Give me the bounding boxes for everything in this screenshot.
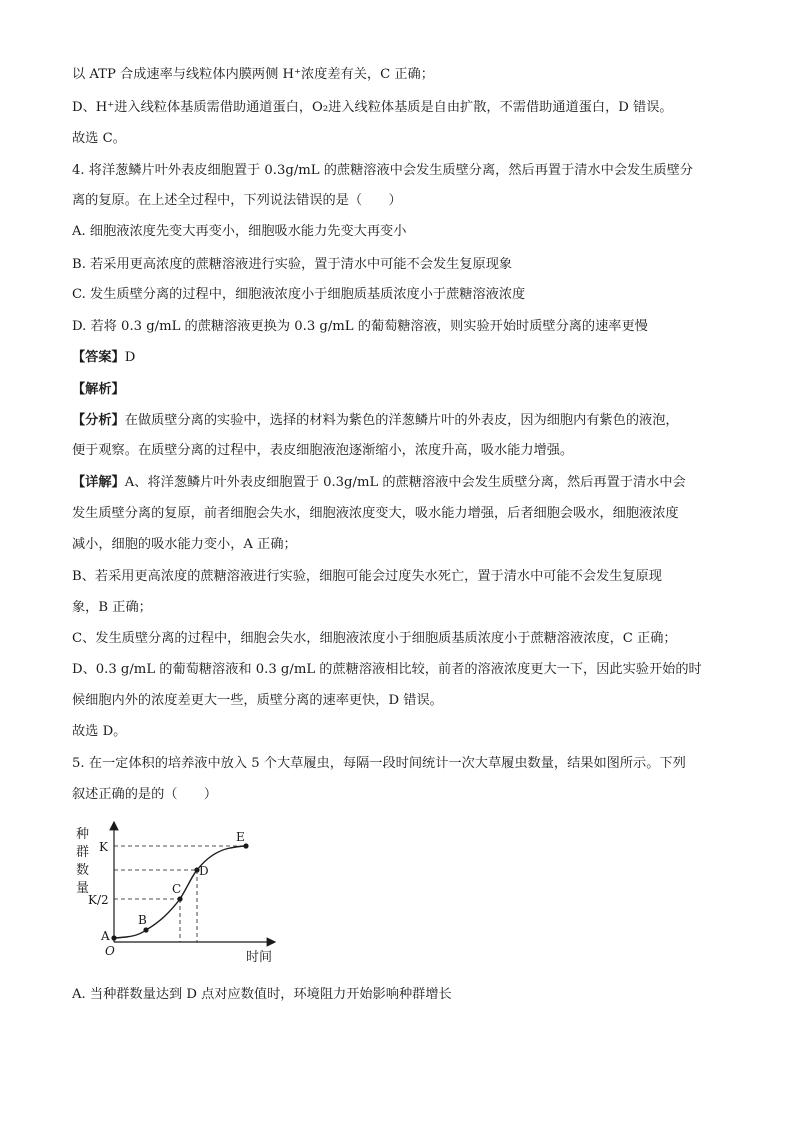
question-5-stem-cont: 叙述正确的是的（ ）: [72, 787, 218, 802]
text-line: C、发生质壁分离的过程中，细胞会失水，细胞液浓度小于细胞质基质浓度小于蔗糖溶液浓度，C 正确；: [72, 631, 677, 646]
y-label-char: 数: [76, 863, 90, 878]
fenxi-line: [72, 412, 679, 430]
text-line: D、0.3 g/mL 的葡萄糖溶液和 0.3 g/mL 的蔗糖溶液相比较，前者的溶液浓度更大一下，因此实验开始的时: [72, 662, 702, 677]
point-e: [243, 843, 248, 848]
point-b: [143, 927, 148, 932]
point-d-label: D: [199, 864, 209, 878]
text-line: B、若采用更高浓度的蔗糖溶液进行实验，细胞可能会过度失水死亡，置于清水中可能不会发生复原现: [72, 569, 662, 584]
option-b: B. 若采用更高浓度的蔗糖溶液进行实验，置于清水中可能不会发生复原现象: [72, 257, 513, 272]
fenxi-tag: 【分析】: [72, 413, 125, 428]
text-line: 减小，细胞的吸水能力变小，A 正确；: [72, 537, 297, 552]
question-4-stem-cont: 离的复原。在上述全过程中，下列说法错误的是（ ）: [72, 193, 402, 208]
question-5-stem: 5. 在一定体积的培养液中放入 5 个大草履虫，每隔一段时间统计一次大草履虫数量，结果如图所示。下列: [72, 756, 686, 771]
option-d: D. 若将 0.3 g/mL 的蔗糖溶液更换为 0.3 g/mL 的葡萄糖溶液，则实验开始时质壁分离的速率更慢: [72, 319, 648, 334]
x-axis-label: 时间: [246, 950, 273, 965]
text-line: 象，B 正确；: [72, 600, 152, 615]
origin-label: O: [105, 944, 115, 958]
analysis-heading: [72, 381, 125, 399]
k-half-label: K/2: [88, 893, 109, 907]
text-line: 故选 D。: [72, 724, 127, 739]
text-line: 候细胞内外的浓度差更大一些，质壁分离的速率更快，D 错误。: [72, 693, 443, 708]
answer-line: [72, 349, 135, 367]
question-4-stem: 4. 将洋葱鳞片叶外表皮细胞置于 0.3g/mL 的蔗糖溶液中会发生质壁分离，然后再置于清水中会发生质壁分: [72, 163, 693, 178]
y-label-char: 群: [76, 845, 90, 860]
y-label-char: 种: [76, 827, 90, 842]
xiangjie-tag: 【详解】: [72, 475, 125, 490]
population-growth-figure: [70, 818, 290, 968]
point-a: [111, 935, 116, 940]
text-line: 以 ATP 合成速率与线粒体内膜两侧 H⁺浓度差有关，C 正确；: [72, 67, 434, 82]
point-b-label: B: [138, 913, 147, 927]
analysis-tag: 【解析】: [72, 382, 125, 397]
point-c-label: C: [172, 882, 182, 896]
xiangjie-text: A、将洋葱鳞片叶外表皮细胞置于 0.3g/mL 的蔗糖溶液中会发生质壁分离，然后再置于清水中会: [124, 475, 686, 490]
y-label-char: 量: [76, 881, 90, 896]
point-e-label: E: [236, 830, 245, 844]
text-line: 故选 C。: [72, 131, 126, 146]
text-line: 发生质壁分离的复原，前者细胞会失水，细胞液浓度变大，吸水能力增强，后者细胞会吸水，细胞液浓度: [72, 506, 679, 521]
fenxi-text: 在做质壁分离的实验中，选择的材料为紫色的洋葱鳞片叶的外表皮，因为细胞内有紫色的液泡，: [124, 413, 679, 428]
point-a-label: A: [101, 929, 110, 943]
option-c: C. 发生质壁分离的过程中，细胞液浓度小于细胞质基质浓度小于蔗糖溶液浓度: [72, 287, 526, 302]
answer-value: D: [124, 350, 136, 365]
point-c: [177, 896, 182, 901]
text-line: D、H⁺进入线粒体基质需借助通道蛋白，O₂进入线粒体基质是自由扩散，不需借助通道蛋白，D 错误。: [72, 100, 673, 115]
text-line: 便于观察。在质壁分离的过程中，表皮细胞液泡逐渐缩小，浓度升高，吸水能力增强。: [72, 443, 574, 458]
answer-tag: 【答案】: [72, 350, 125, 365]
question-5-option-a: A. 当种群数量达到 D 点对应数值时，环境阻力开始影响种群增长: [72, 987, 452, 1002]
option-a: A. 细胞液浓度先变大再变小，细胞吸水能力先变大再变小: [72, 224, 407, 239]
k-label: K: [99, 840, 108, 854]
xiangjie-line: [72, 474, 686, 492]
